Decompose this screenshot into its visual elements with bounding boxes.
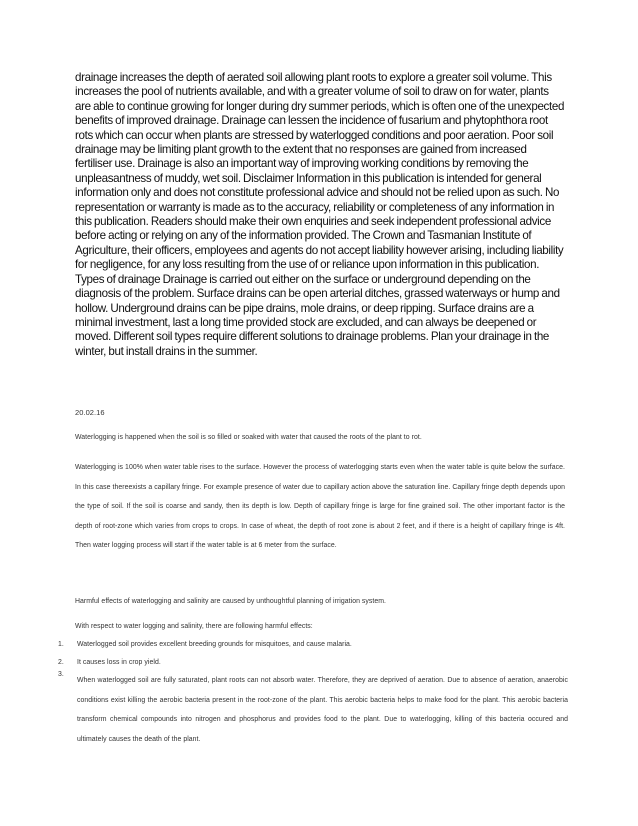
waterlogging-definition: Waterlogging is happened when the soil is so filled or soaked with water that caused the roots of the plant to rot. [75,434,422,441]
list-item-text: It causes loss in crop yield. [77,659,161,666]
drainage-paragraph: drainage increases the depth of aerated soil allowing plant roots to explore a greater soil volume. This increases the pool of nutrients available, and with a greater volume of soil to draw on for water, plants are able to continue growing for longer during dry summer periods, which is often one of the unexpected benefits of improved drainage. Drainage can lessen the incidence of fusarium and phytophthora root rots which can occur when plants are stressed by waterlogged conditions and poor aeration. Poor soil drainage may be limiting plant growth to the extent that no responses are gained from increased fertiliser use. Drainage is also an important way of improving working conditions by removing the unpleasantness of muddy, wet soil. Disclaimer Information in this publication is intended for general information only and does not constitute professional advice and should not be relied upon as such. No representation or warranty is made as to the accuracy, reliability or completeness of any information in this publication. Readers should make their own enquiries and seek independent professional advice before acting or relying on any of the information provided. The Crown and Tasmanian Institute of Agriculture, their officers, employees and agents do not accept liability however arising, including liability for negligence, for any loss resulting from the use of or reliance upon information in this publication. Types of drainage Drainage is carried out either on the surface or underground depending on the diagnosis of the problem. Surface drains can be open arterial ditches, grassed waterways or hump and hollow. Underground drains can be pipe drains, mole drains, or deep ripping. Surface drains are a minimal investment, last a long time provided stock are excluded, and can always be deepened or moved. Different soil types require different solutions to drainage problems. Plan your drainage in the winter, but install drains in the summer. [75,71,565,358]
list-item-number: 2. [58,659,64,666]
list-item-text: Waterlogged soil provides excellent breeding grounds for misquitoes, and cause malaria. [77,641,352,648]
list-item-number: 3. [58,671,64,678]
list-item [58,659,568,666]
list-item [58,641,568,648]
date-stamp: 20.02.16 [75,408,105,417]
harmful-effects-lead: With respect to water logging and salinity, there are following harmful effects: [75,623,313,630]
list-item [58,671,568,749]
harmful-effects-list [58,641,568,760]
waterlogging-detail-paragraph: Waterlogging is 100% when water table rises to the surface. However the process of waterlogging starts even when the water table is quite below the surface. In this case thereexists a capillary fringe. For example presence of water due to capillary action above the saturation line. Capillary fringe depth depends upon the type of soil. If the soil is coarse and sandy, then its depth is low. Depth of capillary fringe is large for fine grained soil. The other important factor is the depth of root-zone which varies from crops to crops. In case of wheat, the depth of root zone is about 2 feet, and if there is a height of capillary fringe is 4ft. Then water logging process will start if the water table is at 6 meter from the surface. [75,464,565,550]
list-item-text: When waterlogged soil are fully saturated, plant roots can not absorb water. Therefore, they are deprived of aeration. Due to absence of aeration, anaerobic conditions exist killing the aerobic bacteria present in the root-zone of the plant. This aerobic bacteria helps to make food for the plant. This aerobic bacteria transform chemical compounds into nitrogen and phosphorus and provides food to the plant. Due to waterlogging, killing of this bacteria occured and ultimately causes the death of the plant. [77,677,568,743]
list-item-number: 1. [58,641,64,648]
harmful-effects-intro: Harmful effects of waterlogging and salinity are caused by unthoughtful planning of irrigation system. [75,598,387,605]
